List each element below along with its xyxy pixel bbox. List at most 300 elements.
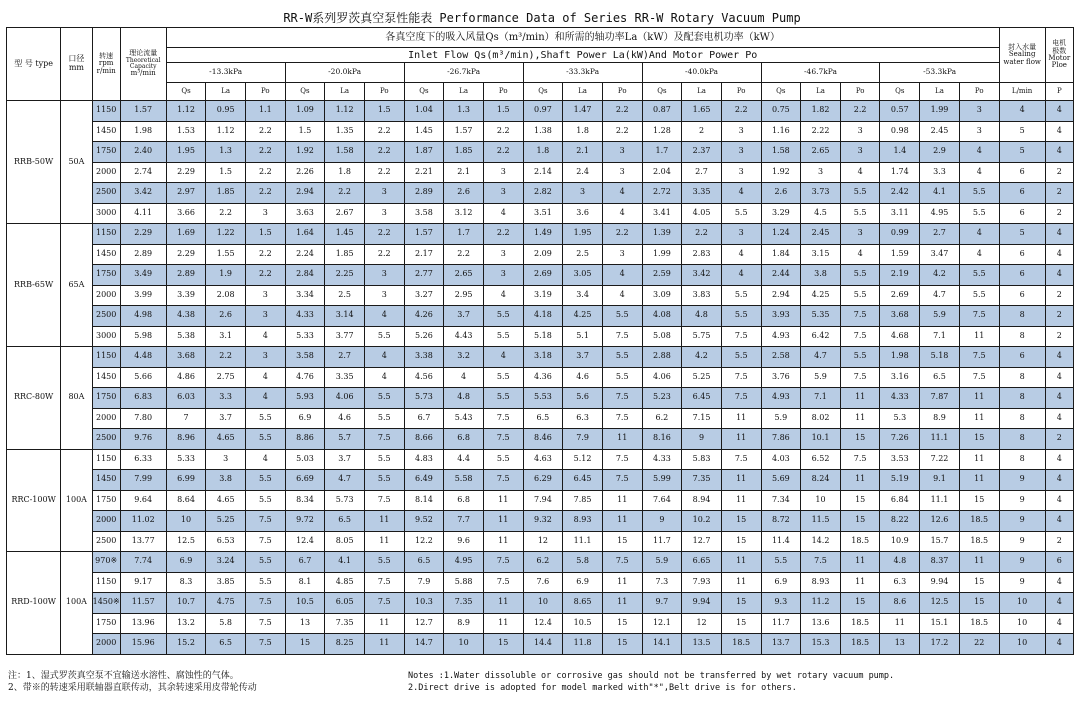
- value-cell: 4: [602, 265, 642, 286]
- value-cell: 2.95: [444, 285, 484, 306]
- sub-column-header: La: [563, 83, 603, 101]
- value-cell: 7.5: [840, 306, 880, 327]
- caliber-cell: 65A: [61, 224, 92, 347]
- value-cell: 3: [721, 224, 761, 245]
- speed-header: 转速 rpm r/min: [92, 28, 120, 101]
- value-cell: 5.9: [642, 552, 682, 573]
- value-cell: 7.5: [840, 326, 880, 347]
- value-cell: 1.98: [880, 347, 920, 368]
- value-cell: 4.93: [761, 388, 801, 409]
- value-cell: 1.04: [404, 101, 444, 122]
- value-cell: 8.64: [166, 490, 206, 511]
- value-cell: 3.05: [563, 265, 603, 286]
- value-cell: 4: [959, 142, 999, 163]
- value-cell: 1.3: [444, 101, 484, 122]
- value-cell: 8.02: [801, 408, 841, 429]
- value-cell: 2.2: [682, 224, 722, 245]
- poles-cell: 4: [1045, 244, 1073, 265]
- vacuum-header: -40.0kPa: [642, 63, 761, 83]
- value-cell: 2.25: [325, 265, 365, 286]
- value-cell: 5.83: [682, 449, 722, 470]
- sub-column-header: Qs: [523, 83, 563, 101]
- value-cell: 5.5: [483, 367, 523, 388]
- value-cell: 2.2: [364, 224, 404, 245]
- table-row: [7, 326, 1074, 347]
- sealing-cell: 5: [999, 224, 1045, 245]
- value-cell: 4: [364, 306, 404, 327]
- value-cell: 1.45: [404, 121, 444, 142]
- value-cell: 2.24: [285, 244, 325, 265]
- sealing-cell: 8: [999, 408, 1045, 429]
- value-cell: 4: [602, 203, 642, 224]
- value-cell: 7.5: [602, 552, 642, 573]
- capacity-cell: 4.98: [120, 306, 166, 327]
- model-cell: RRB-65W: [7, 224, 61, 347]
- rpm-cell: 1150: [92, 572, 120, 593]
- value-cell: 6.5: [404, 552, 444, 573]
- value-cell: 6.29: [523, 470, 563, 491]
- value-cell: 4: [721, 244, 761, 265]
- value-cell: 15: [840, 593, 880, 614]
- value-cell: 5.5: [364, 449, 404, 470]
- sealing-cell: 4: [999, 101, 1045, 122]
- sealing-cell: 5: [999, 121, 1045, 142]
- value-cell: 2.65: [444, 265, 484, 286]
- value-cell: 11: [483, 511, 523, 532]
- sub-column-header: Po: [959, 83, 999, 101]
- value-cell: 3.73: [801, 183, 841, 204]
- value-cell: 4.06: [325, 388, 365, 409]
- value-cell: 11.1: [920, 490, 960, 511]
- table-row: [7, 470, 1074, 491]
- value-cell: 2.22: [801, 121, 841, 142]
- value-cell: 11: [721, 429, 761, 450]
- sealing-cell: 8: [999, 326, 1045, 347]
- value-cell: 4.95: [920, 203, 960, 224]
- value-cell: 5.5: [245, 470, 285, 491]
- value-cell: 2.7: [325, 347, 365, 368]
- value-cell: 2.97: [166, 183, 206, 204]
- value-cell: 11.2: [801, 593, 841, 614]
- capacity-cell: 13.77: [120, 531, 166, 552]
- value-cell: 8.25: [325, 634, 365, 655]
- value-cell: 0.57: [880, 101, 920, 122]
- table-row: [7, 183, 1074, 204]
- value-cell: 2.2: [364, 162, 404, 183]
- value-cell: 10: [801, 490, 841, 511]
- value-cell: 5.75: [682, 326, 722, 347]
- value-cell: 5.7: [325, 429, 365, 450]
- sub-column-header: La: [325, 83, 365, 101]
- value-cell: 5.19: [880, 470, 920, 491]
- value-cell: 1.1: [245, 101, 285, 122]
- value-cell: 6.9: [761, 572, 801, 593]
- rpm-cell: 1450: [92, 470, 120, 491]
- value-cell: 2.44: [761, 265, 801, 286]
- table-row: [7, 306, 1074, 327]
- poles-cell: 4: [1045, 470, 1073, 491]
- poles-cell: 4: [1045, 388, 1073, 409]
- value-cell: 8.22: [880, 511, 920, 532]
- value-cell: 0.75: [761, 101, 801, 122]
- sub-column-header: Po: [721, 83, 761, 101]
- value-cell: 5.33: [166, 449, 206, 470]
- value-cell: 15: [959, 490, 999, 511]
- value-cell: 7.5: [483, 572, 523, 593]
- capacity-cell: 1.98: [120, 121, 166, 142]
- value-cell: 14.2: [801, 531, 841, 552]
- value-cell: 0.87: [642, 101, 682, 122]
- sealing-cell: 8: [999, 306, 1045, 327]
- value-cell: 11: [959, 449, 999, 470]
- value-cell: 4: [840, 162, 880, 183]
- value-cell: 7.5: [245, 634, 285, 655]
- value-cell: 15: [959, 429, 999, 450]
- value-cell: 5.9: [801, 367, 841, 388]
- notes-cn: [8, 670, 408, 694]
- value-cell: 4.5: [801, 203, 841, 224]
- caliber-header: 口径 mm: [61, 28, 92, 101]
- value-cell: 12.6: [920, 511, 960, 532]
- caliber-cell: 50A: [61, 101, 92, 224]
- value-cell: 5.5: [840, 203, 880, 224]
- value-cell: 3.4: [563, 285, 603, 306]
- value-cell: 3.47: [920, 244, 960, 265]
- capacity-cell: 15.96: [120, 634, 166, 655]
- value-cell: 6.03: [166, 388, 206, 409]
- value-cell: 11: [602, 593, 642, 614]
- value-cell: 3: [563, 183, 603, 204]
- poles-cell: 4: [1045, 511, 1073, 532]
- value-cell: 6.69: [285, 470, 325, 491]
- value-cell: 2.65: [801, 142, 841, 163]
- value-cell: 7.94: [523, 490, 563, 511]
- value-cell: 11: [959, 388, 999, 409]
- value-cell: 1.8: [325, 162, 365, 183]
- rpm-cell: 1750: [92, 265, 120, 286]
- value-cell: 13.5: [682, 634, 722, 655]
- sealing-cell: 6: [999, 265, 1045, 286]
- value-cell: 4.68: [880, 326, 920, 347]
- value-cell: 2.58: [761, 347, 801, 368]
- value-cell: 1.99: [920, 101, 960, 122]
- value-cell: 3: [364, 203, 404, 224]
- value-cell: 3.7: [325, 449, 365, 470]
- value-cell: 12.5: [920, 593, 960, 614]
- value-cell: 4: [959, 162, 999, 183]
- performance-table: [6, 27, 1074, 655]
- value-cell: 5.5: [483, 388, 523, 409]
- value-cell: 11: [602, 429, 642, 450]
- table-row: [7, 613, 1074, 634]
- value-cell: 4: [364, 347, 404, 368]
- sub-column-header: Qs: [761, 83, 801, 101]
- value-cell: 2.89: [166, 265, 206, 286]
- capacity-cell: 2.89: [120, 244, 166, 265]
- value-cell: 9.94: [920, 572, 960, 593]
- note-cn-2: 2、带※的转速采用联轴器直联传动，其余转速采用皮带轮传动: [8, 683, 257, 693]
- value-cell: 1.9: [206, 265, 246, 286]
- value-cell: 1.47: [563, 101, 603, 122]
- value-cell: 4.65: [206, 490, 246, 511]
- value-cell: 4.08: [642, 306, 682, 327]
- capacity-cell: 5.98: [120, 326, 166, 347]
- value-cell: 1.4: [880, 142, 920, 163]
- value-cell: 5.73: [325, 490, 365, 511]
- value-cell: 6.2: [642, 408, 682, 429]
- value-cell: 5.58: [444, 470, 484, 491]
- model-cell: RRD-100W: [7, 552, 61, 655]
- poles-cell: 2: [1045, 531, 1073, 552]
- model-cell: RRC-80W: [7, 347, 61, 450]
- value-cell: 11.1: [563, 531, 603, 552]
- value-cell: 7.6: [523, 572, 563, 593]
- sub-column-header: La: [206, 83, 246, 101]
- value-cell: 4: [483, 203, 523, 224]
- value-cell: 18.5: [840, 613, 880, 634]
- value-cell: 11: [721, 470, 761, 491]
- value-cell: 3.7: [206, 408, 246, 429]
- value-cell: 4.95: [444, 552, 484, 573]
- capacity-cell: 3.99: [120, 285, 166, 306]
- value-cell: 11: [840, 552, 880, 573]
- group-header-en: Inlet Flow Qs(m³/min),Shaft Power La(kW)And Motor Power Po: [166, 48, 999, 63]
- value-cell: 2.59: [642, 265, 682, 286]
- value-cell: 3.58: [285, 347, 325, 368]
- value-cell: 10: [166, 511, 206, 532]
- value-cell: 2.45: [920, 121, 960, 142]
- value-cell: 15: [959, 593, 999, 614]
- value-cell: 7.5: [959, 367, 999, 388]
- value-cell: 7.93: [682, 572, 722, 593]
- value-cell: 5.6: [563, 388, 603, 409]
- value-cell: 6.8: [444, 429, 484, 450]
- value-cell: 5.5: [721, 203, 761, 224]
- capacity-cell: 2.40: [120, 142, 166, 163]
- model-cell: RRB-50W: [7, 101, 61, 224]
- value-cell: 18.5: [959, 511, 999, 532]
- value-cell: 1.5: [285, 121, 325, 142]
- value-cell: 2.5: [563, 244, 603, 265]
- value-cell: 4.1: [325, 552, 365, 573]
- value-cell: 3.3: [920, 162, 960, 183]
- value-cell: 5.5: [959, 183, 999, 204]
- value-cell: 15: [840, 490, 880, 511]
- value-cell: 2.83: [682, 244, 722, 265]
- value-cell: 5.5: [602, 306, 642, 327]
- capacity-cell: 2.74: [120, 162, 166, 183]
- poles-cell: 4: [1045, 142, 1073, 163]
- capacity-header: 理论流量 Theoretical Capacity m³/min: [120, 28, 166, 101]
- notes-en: [408, 670, 1068, 694]
- value-cell: 8.66: [404, 429, 444, 450]
- value-cell: 4.26: [404, 306, 444, 327]
- value-cell: 3.3: [206, 388, 246, 409]
- table-row: [7, 367, 1074, 388]
- value-cell: 4.6: [563, 367, 603, 388]
- value-cell: 2.2: [602, 224, 642, 245]
- value-cell: 3: [483, 183, 523, 204]
- rpm-cell: 2000: [92, 408, 120, 429]
- value-cell: 5.5: [840, 285, 880, 306]
- value-cell: 6.65: [682, 552, 722, 573]
- value-cell: 6.45: [563, 470, 603, 491]
- value-cell: 7.5: [245, 613, 285, 634]
- value-cell: 2.2: [483, 121, 523, 142]
- value-cell: 10: [444, 634, 484, 655]
- value-cell: 6.49: [404, 470, 444, 491]
- value-cell: 11: [880, 613, 920, 634]
- value-cell: 4: [959, 244, 999, 265]
- sealing-cell: 9: [999, 531, 1045, 552]
- value-cell: 4: [444, 367, 484, 388]
- capacity-cell: 11.57: [120, 593, 166, 614]
- value-cell: 4: [245, 326, 285, 347]
- rpm-cell: 970※: [92, 552, 120, 573]
- rpm-cell: 1150: [92, 449, 120, 470]
- capacity-cell: 3.42: [120, 183, 166, 204]
- value-cell: 1.55: [206, 244, 246, 265]
- value-cell: 6.9: [166, 552, 206, 573]
- sub-column-header: Qs: [642, 83, 682, 101]
- value-cell: 6.5: [920, 367, 960, 388]
- value-cell: 4.86: [166, 367, 206, 388]
- value-cell: 4.36: [523, 367, 563, 388]
- value-cell: 9.7: [642, 593, 682, 614]
- sub-column-header: Po: [602, 83, 642, 101]
- value-cell: 6.99: [166, 470, 206, 491]
- value-cell: 3: [483, 162, 523, 183]
- value-cell: 11.7: [642, 531, 682, 552]
- value-cell: 4.03: [761, 449, 801, 470]
- value-cell: 8.24: [801, 470, 841, 491]
- value-cell: 3: [245, 306, 285, 327]
- vacuum-header: -13.3kPa: [166, 63, 285, 83]
- poles-header: 电机 极数 Motor Ploe: [1045, 28, 1073, 83]
- rpm-cell: 2000: [92, 634, 120, 655]
- sealing-header: 封入水量 Sealing water flow: [999, 28, 1045, 83]
- vacuum-header: -53.3kPa: [880, 63, 999, 83]
- value-cell: 1.64: [285, 224, 325, 245]
- value-cell: 11: [483, 531, 523, 552]
- value-cell: 7.26: [880, 429, 920, 450]
- poles-cell: 4: [1045, 347, 1073, 368]
- value-cell: 2.72: [642, 183, 682, 204]
- value-cell: 8.72: [761, 511, 801, 532]
- value-cell: 7.15: [682, 408, 722, 429]
- value-cell: 7.35: [325, 613, 365, 634]
- value-cell: 12.4: [523, 613, 563, 634]
- value-cell: 4.25: [801, 285, 841, 306]
- value-cell: 2.2: [245, 265, 285, 286]
- capacity-cell: 1.57: [120, 101, 166, 122]
- value-cell: 5.12: [563, 449, 603, 470]
- value-cell: 11: [840, 470, 880, 491]
- sub-column-header: Po: [364, 83, 404, 101]
- value-cell: 5.5: [364, 470, 404, 491]
- value-cell: 4.85: [325, 572, 365, 593]
- value-cell: 5.1: [563, 326, 603, 347]
- value-cell: 4.18: [523, 306, 563, 327]
- model-header: 型 号 type: [7, 28, 61, 101]
- value-cell: 5.5: [959, 285, 999, 306]
- value-cell: 4: [245, 449, 285, 470]
- value-cell: 6.7: [285, 552, 325, 573]
- value-cell: 3.15: [801, 244, 841, 265]
- value-cell: 1.45: [325, 224, 365, 245]
- value-cell: 7.5: [959, 306, 999, 327]
- value-cell: 10.5: [285, 593, 325, 614]
- value-cell: 3: [721, 121, 761, 142]
- sealing-cell: 9: [999, 490, 1045, 511]
- value-cell: 15: [721, 613, 761, 634]
- table-row: [7, 552, 1074, 573]
- value-cell: 1.35: [325, 121, 365, 142]
- sealing-cell: 6: [999, 203, 1045, 224]
- value-cell: 12.2: [404, 531, 444, 552]
- value-cell: 1.85: [206, 183, 246, 204]
- value-cell: 15.2: [166, 634, 206, 655]
- value-cell: 4.93: [761, 326, 801, 347]
- value-cell: 15: [721, 511, 761, 532]
- value-cell: 7.5: [245, 531, 285, 552]
- value-cell: 7.34: [761, 490, 801, 511]
- caliber-cell: 100A: [61, 552, 92, 655]
- value-cell: 2.2: [245, 244, 285, 265]
- value-cell: 6.9: [563, 572, 603, 593]
- value-cell: 2.1: [444, 162, 484, 183]
- value-cell: 1.5: [206, 162, 246, 183]
- rpm-cell: 3000: [92, 203, 120, 224]
- value-cell: 3: [721, 142, 761, 163]
- value-cell: 5.43: [444, 408, 484, 429]
- value-cell: 3: [483, 265, 523, 286]
- value-cell: 11: [959, 470, 999, 491]
- poles-cell: 6: [1045, 552, 1073, 573]
- poles-cell: 4: [1045, 367, 1073, 388]
- value-cell: 4.8: [444, 388, 484, 409]
- vacuum-header: -46.7kPa: [761, 63, 880, 83]
- value-cell: 5.99: [642, 470, 682, 491]
- value-cell: 11: [721, 408, 761, 429]
- value-cell: 4.25: [563, 306, 603, 327]
- value-cell: 1.49: [523, 224, 563, 245]
- sealing-cell: 6: [999, 347, 1045, 368]
- value-cell: 3.66: [166, 203, 206, 224]
- value-cell: 2.2: [444, 244, 484, 265]
- value-cell: 7.5: [602, 449, 642, 470]
- value-cell: 11: [364, 531, 404, 552]
- value-cell: 15: [840, 429, 880, 450]
- sub-column-header: La: [444, 83, 484, 101]
- value-cell: 1.85: [325, 244, 365, 265]
- value-cell: 3.58: [404, 203, 444, 224]
- value-cell: 5.5: [840, 265, 880, 286]
- value-cell: 3: [483, 244, 523, 265]
- value-cell: 11: [602, 490, 642, 511]
- sealing-cell: 9: [999, 552, 1045, 573]
- value-cell: 13.7: [761, 634, 801, 655]
- value-cell: 7.5: [364, 490, 404, 511]
- table-row: [7, 121, 1074, 142]
- value-cell: 4: [959, 224, 999, 245]
- value-cell: 2.21: [404, 162, 444, 183]
- value-cell: 4.2: [682, 347, 722, 368]
- value-cell: 6.5: [325, 511, 365, 532]
- poles-cell: 4: [1045, 572, 1073, 593]
- value-cell: 7.5: [483, 470, 523, 491]
- sealing-cell: 6: [999, 244, 1045, 265]
